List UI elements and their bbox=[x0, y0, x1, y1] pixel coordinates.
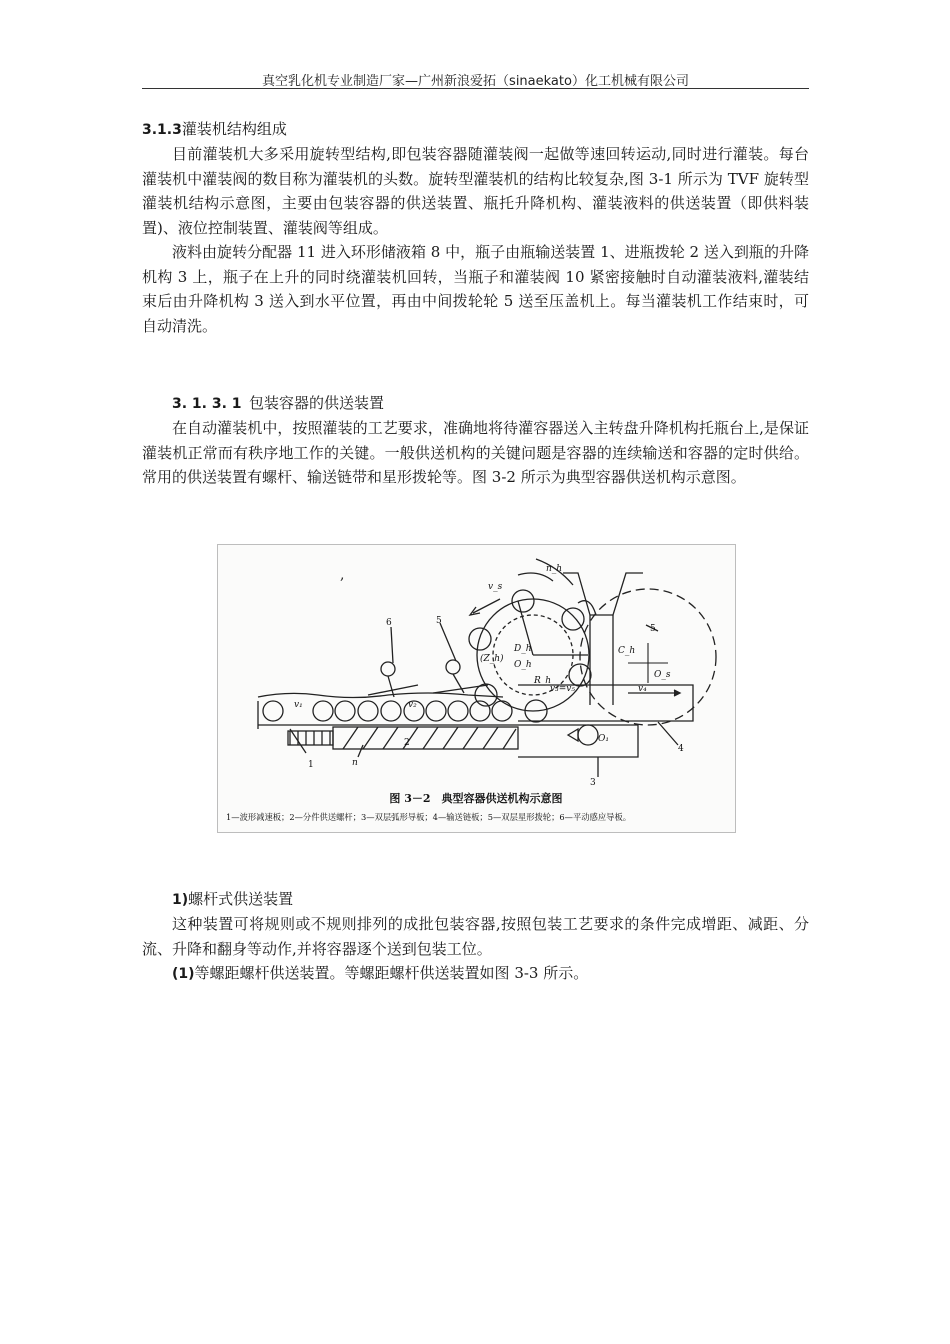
label-v4: v₄ bbox=[638, 684, 647, 694]
figure-3-2 bbox=[217, 544, 736, 833]
paragraph: 目前灌装机大多采用旋转型结构,即包装容器随灌装阀一起做等速回转运动,同时进行灌装。每台灌装机中灌装阀的数目称为灌装机的头数。旋转型灌装机的结构比较复杂,图 3-1 所示为 TVF 旋转型灌装机结构示意图，主要由包装容器的供送装置、瓶托升降机构、灌装液料的供送装置（即供料装置)、液位控制装置、灌装阀等组成。 bbox=[142, 145, 809, 237]
label-5b: 5 bbox=[650, 624, 656, 634]
section-3-1-3-1 bbox=[142, 391, 809, 490]
label-nh: n_h bbox=[546, 564, 563, 574]
section-title: 灌装机结构组成 bbox=[181, 120, 287, 138]
section-heading bbox=[142, 117, 809, 142]
label-Dh: D_h bbox=[514, 644, 532, 654]
section-3-1-3 bbox=[142, 117, 809, 338]
section-title: 包装容器的供送装置 bbox=[249, 394, 385, 412]
figure-caption: 图 3－2 典型容器供送机构示意图 bbox=[389, 792, 563, 805]
label-Rh: R_h bbox=[534, 676, 552, 686]
section-screw-feeder bbox=[142, 887, 809, 987]
induction-guide-plates bbox=[368, 660, 488, 697]
label-v1: v₁ bbox=[294, 700, 303, 710]
item-text: 等螺距螺杆供送装置。等螺距螺杆供送装置如图 3-3 所示。 bbox=[194, 964, 589, 982]
paragraph: 液料由旋转分配器 11 进入环形储液箱 8 中，瓶子由瓶输送装置 1、进瓶拨轮 2 送入到瓶的升降机构 3 上，瓶子在上升的同时绕灌装机回转，当瓶子和灌装阀 10 紧密接触时自动灌装液料,灌装结束后由升降机构 3 送入到水平位置，再由中间拨轮轮 5 送至压盖机上。每当灌装机工作结束时，可自动清洗。 bbox=[142, 243, 809, 335]
list-item bbox=[142, 961, 809, 987]
label-Os: O_s bbox=[654, 670, 671, 680]
section-number: 3. 1. 3. 1 bbox=[172, 396, 242, 412]
svg-text:,: , bbox=[340, 567, 345, 583]
header-rule bbox=[142, 88, 809, 89]
label-3: 3 bbox=[590, 778, 596, 788]
feed-screw bbox=[288, 727, 518, 749]
label-1: 1 bbox=[308, 760, 314, 770]
wave-guide-plate bbox=[258, 693, 503, 698]
section-title: 螺杆式供送装置 bbox=[188, 890, 294, 908]
page-header: 真空乳化机专业制造厂家—广州新浪爱拓（sinaekato）化工机械有限公司 bbox=[262, 74, 689, 89]
label-vs: v_s bbox=[488, 582, 503, 592]
section-number: 3.1.3 bbox=[142, 122, 182, 138]
label-4: 4 bbox=[678, 744, 684, 754]
item-number: (1) bbox=[172, 966, 195, 982]
label-Oh: O_h bbox=[514, 660, 532, 670]
feeding-mechanism-diagram bbox=[218, 545, 735, 832]
label-6: 6 bbox=[386, 618, 392, 628]
label-n: n bbox=[352, 758, 358, 768]
label-Ch: C_h bbox=[618, 646, 636, 656]
section-heading bbox=[142, 391, 809, 416]
figure-legend: 1—波形减速板；2—分件供送螺杆；3—双层弧形导板；4—输送链板；5—双层星形拨轮；6—平动感应导板。 bbox=[226, 812, 632, 822]
section-number: 1) bbox=[172, 892, 189, 908]
label-5a: 5 bbox=[436, 616, 442, 626]
paragraph: 这种装置可将规则或不规则排列的成批包装容器,按照包装工艺要求的条件完成增距、减距、分流、升降和翻身等动作,并将容器逐个送到包装工位。 bbox=[142, 915, 809, 958]
label-O1: O₁ bbox=[598, 734, 609, 744]
label-v2: v₂ bbox=[408, 700, 417, 710]
label-2: 2 bbox=[404, 738, 410, 748]
section-heading bbox=[142, 887, 809, 912]
paragraph: 在自动灌装机中，按照灌装的工艺要求，准确地将待灌容器送入主转盘升降机构托瓶台上,是保证灌装机正常而有秩序地工作的关键。一般供送机构的关键问题是容器的连续输送和容器的定时供给。常用的供送装置有螺杆、输送链带和星形拨轮等。图 3-2 所示为典型容器供送机构示意图。 bbox=[142, 419, 809, 486]
label-Zh: (Z_h) bbox=[480, 654, 504, 664]
label-v3: v₃=v₅ bbox=[550, 684, 575, 694]
